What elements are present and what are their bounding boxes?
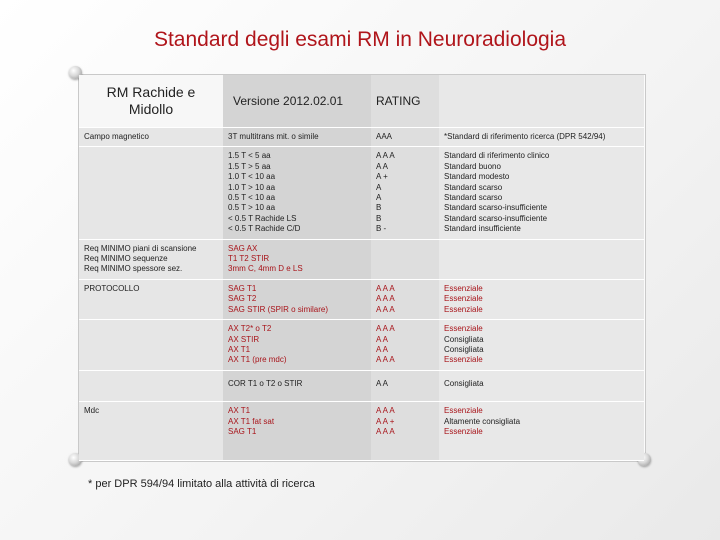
row-value: 3T multitrans mit. o simile (223, 128, 371, 147)
row-label (79, 147, 223, 239)
table-row (79, 279, 644, 319)
row-value: SAG T1 SAG T2 SAG STIR (SPIR o similare) (223, 279, 371, 319)
row-note: Consigliata (439, 370, 644, 401)
table-row (79, 239, 644, 279)
row-label: PROTOCOLLO (79, 279, 223, 319)
row-rating: A A (371, 370, 439, 401)
row-label: Req MINIMO piani di scansione Req MINIMO sequenze Req MINIMO spessore sez. (79, 239, 223, 279)
page-title: Standard degli esami RM in Neuroradiologia (153, 28, 567, 51)
header-col1: RM Rachide e Midollo (79, 75, 223, 128)
row-value: AX T2* o T2 AX STIR AX T1 AX T1 (pre mdc) (223, 320, 371, 371)
table-row (79, 147, 644, 239)
header-col2: Versione 2012.02.01 (223, 75, 371, 128)
table-row (79, 402, 644, 461)
row-rating: A A A A A A A A A A (371, 320, 439, 371)
row-value: AX T1 AX T1 fat sat SAG T1 (223, 402, 371, 461)
row-label: Campo magnetico (79, 128, 223, 147)
header-row (79, 75, 644, 128)
row-rating: A A A A A A A A A (371, 279, 439, 319)
row-note (439, 239, 644, 279)
header-col3: RATING (371, 75, 439, 128)
row-rating (371, 239, 439, 279)
table-row (79, 370, 644, 401)
standards-table (79, 75, 644, 461)
row-note: *Standard di riferimento ricerca (DPR 542/94) (439, 128, 644, 147)
table-row (79, 320, 644, 371)
footnote: * per DPR 594/94 limitato alla attività di ricerca (88, 478, 315, 490)
row-note: Standard di riferimento clinico Standard buono Standard modesto Standard scarso Standard scarso Standard scarso-insufficiente Standard scarso-insufficiente Standard insufficiente (439, 147, 644, 239)
row-label: Mdc (79, 402, 223, 461)
row-note: Essenziale Essenziale Essenziale (439, 279, 644, 319)
row-note: Essenziale Altamente consigliata Essenziale (439, 402, 644, 461)
header-col4 (439, 75, 644, 128)
row-value: COR T1 o T2 o STIR (223, 370, 371, 401)
table-row (79, 128, 644, 147)
row-label (79, 320, 223, 371)
row-note: Essenziale Consigliata Consigliata Essenziale (439, 320, 644, 371)
row-rating: A A A A A A + A A B B B - (371, 147, 439, 239)
row-value: SAG AX T1 T2 STIR 3mm C, 4mm D e LS (223, 239, 371, 279)
row-rating: AAA (371, 128, 439, 147)
row-rating: A A A A A + A A A (371, 402, 439, 461)
row-value: 1.5 T < 5 aa 1.5 T > 5 aa 1.0 T < 10 aa 1.0 T > 10 aa 0.5 T < 10 aa 0.5 T > 10 aa < 0.5 T Rachide LS < 0.5 T Rachide C/D (223, 147, 371, 239)
row-label (79, 370, 223, 401)
